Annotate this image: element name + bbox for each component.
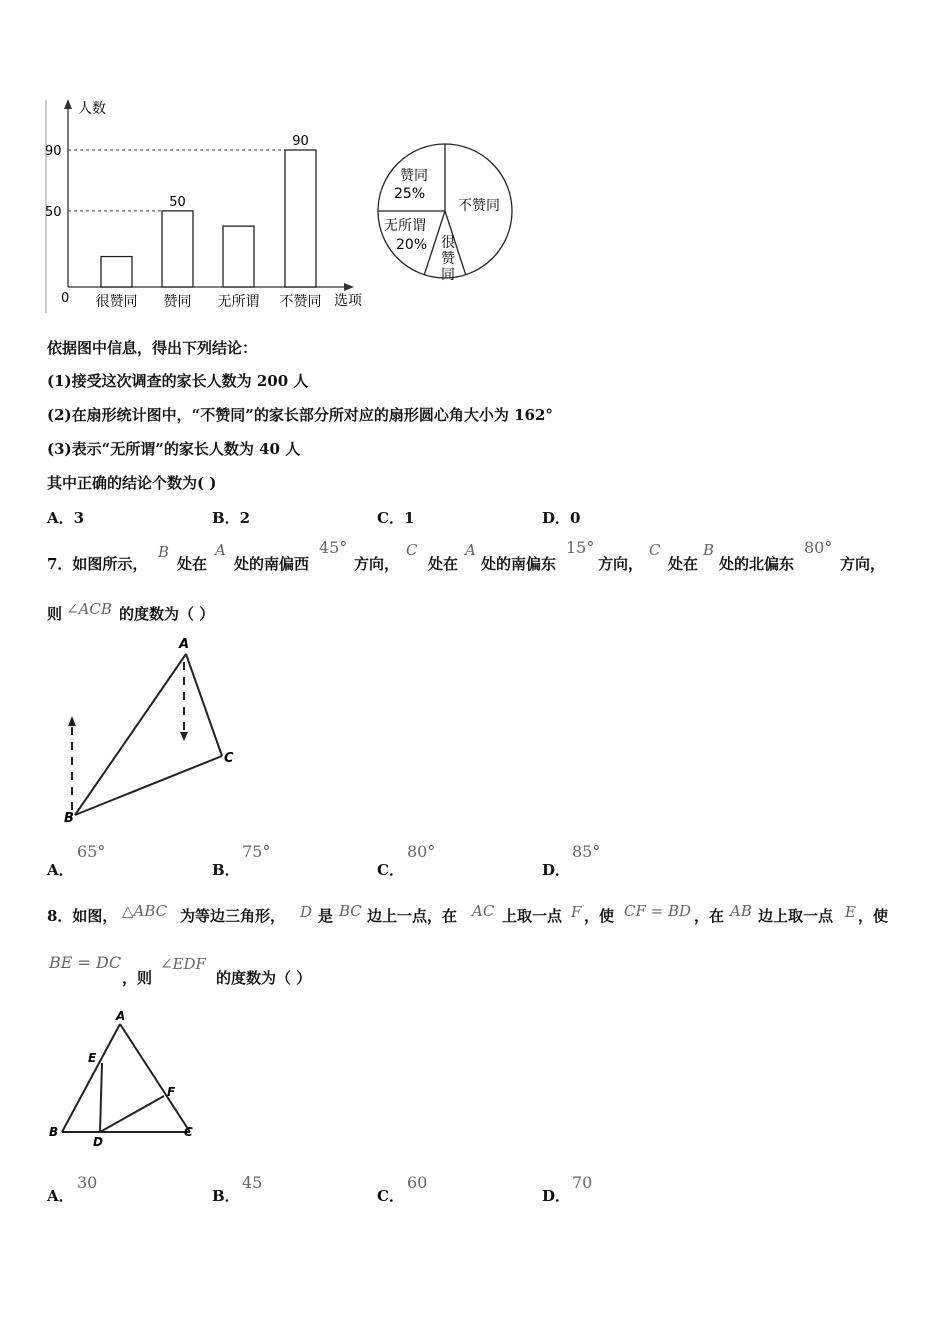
q7-angle-acb: ∠ACB [66,600,112,618]
q7-option-d-value: 85° [572,842,601,861]
q8-segment-de [100,1063,102,1132]
q8-option-a-value: 30 [77,1173,98,1192]
q8-option-d-value: 70 [572,1173,593,1192]
q8-text-10: 的度数为（ ） [216,969,312,987]
category-label-1: 很赞同 [95,294,138,310]
data-label-4: 90 [292,134,309,149]
q8-label-a: A [116,1009,126,1023]
q8-label-b: B [49,1125,59,1139]
bar-layer [45,134,322,310]
q7-text-3: 方向， [354,555,400,573]
q7-side-ac [186,654,222,756]
q8-option-b-label[interactable]: B． [212,1187,240,1205]
q8-text-4: 上取一点 [502,907,563,925]
q8-eq-cf-bd: CF = BD [624,902,692,920]
q8-option-a-label[interactable]: A． [47,1187,74,1205]
q8-text-3: 边上一点，在 [367,907,458,925]
q8-point-f: F [571,903,582,921]
q8-text-1: 为等边三角形， [180,907,286,925]
q6-statement-2: (2)在扇形统计图中，“不赞同”的家长部分所对应的扇形圆心角大小为 162° [47,406,553,424]
pie-label-zantong: 赞同 [400,168,428,184]
q7-angle-80: 80° [804,538,833,557]
q6-statement-3: (3)表示“无所谓”的家长人数为 40 人 [47,440,301,458]
q8-option-c-value: 60 [407,1173,428,1192]
q8-segment-bc: BC [339,902,362,920]
x-axis-arrow [344,283,354,291]
q8-text-8: ，使 [858,907,889,925]
q7-side-bc [75,756,222,815]
q8-text-5: ，使 [584,907,615,925]
q7-text-1: 处在 [177,555,208,573]
data-label-2: 50 [169,194,186,210]
q7-label-b: B [64,811,74,826]
q8-point-e: E [845,903,856,921]
q7-label-a: A [179,637,190,652]
q7-option-c-value: 80° [407,842,436,861]
x-axis-label: 选项 [334,293,362,309]
q7-point-c: C [406,541,418,559]
q7-option-b-label[interactable]: B． [212,861,240,879]
q7-side-ab [75,654,186,815]
q8-text-6: ，在 [694,907,725,925]
q8-angle-edf: ∠EDF [160,955,206,973]
q6-intro: 依据图中信息，得出下列结论： [47,339,258,357]
q8-segment-ab: AB [730,902,752,920]
q6-question: 其中正确的结论个数为( ) [47,474,217,492]
q7-point-b-2: B [703,541,715,559]
pie-vertical-char-1: 很 [441,235,455,251]
q8-option-c-label[interactable]: C． [377,1187,404,1205]
q8-number: 8．如图， [47,907,118,925]
q8-label-e: E [88,1051,97,1065]
q7-option-a-value: 65° [77,842,106,861]
ytick-label-90: 90 [45,144,62,159]
q7-text-5: 处的南偏东 [481,555,557,573]
q7-text-9: 方向， [840,555,886,573]
q8-figure [40,1008,210,1153]
q7-option-b-value: 75° [242,842,271,861]
q7-line2-a: 则 [47,605,63,623]
q7-line2-b: 的度数为（ ） [119,605,215,623]
category-label-3: 无所谓 [217,294,260,310]
q7-text-2: 处的南偏西 [234,555,310,573]
q6-option-b[interactable]: B．2 [212,509,251,527]
bar-1 [101,257,132,287]
category-label-2: 赞同 [163,294,192,310]
q7-label-c: C [224,751,234,766]
q7-text-8: 处的北偏东 [719,555,795,573]
q8-option-b-value: 45 [242,1173,263,1192]
y-axis-label: 人数 [78,101,106,117]
pie-pct-wusuowei: 20% [396,237,428,253]
pie-chart [372,140,517,288]
pie-label-buzantong: 不赞同 [458,198,500,214]
q6-statement-1: (1)接受这次调查的家长人数为 200 人 [47,372,309,390]
q8-segment-ac: AC [472,902,495,920]
q8-option-d-label[interactable]: D． [542,1187,571,1205]
q8-text-9: ，则 [122,969,153,987]
q7-text-7: 处在 [668,555,699,573]
q6-option-a[interactable]: A．3 [47,509,85,527]
q6-option-d[interactable]: D．0 [542,509,581,527]
pie-vertical-char-2: 赞 [441,251,455,267]
pie-label-henzantong [441,235,456,283]
q8-label-c: C [184,1125,193,1139]
pie-pct-zantong: 25% [394,186,426,202]
q8-text-7: 边上取一点 [758,907,834,925]
q7-text-6: 方向， [598,555,644,573]
q7-angle-15: 15° [566,538,595,557]
y-axis-arrow [64,99,72,109]
q7-point-b: B [158,543,170,561]
q8-label-d: D [93,1135,103,1149]
q8-side-ab [62,1024,120,1132]
bar-4 [285,150,316,287]
q7-point-a: A [215,541,226,559]
q8-label-f: F [167,1085,176,1099]
q7-text-4: 处在 [428,555,459,573]
q7-figure [58,632,248,827]
q7-north-arrow-b [68,716,76,726]
bar-2 [162,211,193,287]
q8-text-2: 是 [318,907,334,925]
q7-option-c-label[interactable]: C． [377,861,404,879]
q7-angle-45: 45° [319,538,348,557]
bar-3 [223,226,254,287]
q7-point-a-2: A [465,541,476,559]
q7-option-a-label[interactable]: A． [47,861,74,879]
q8-eq-be-dc: BE = DC [49,953,122,972]
origin-label: 0 [61,291,70,306]
q6-option-c[interactable]: C．1 [377,509,415,527]
q7-north-arrow-a [180,732,188,741]
ytick-label-50: 50 [45,204,62,220]
q7-option-d-label[interactable]: D． [542,861,571,879]
category-label-4: 不赞同 [279,294,322,310]
q8-triangle-abc: △ABC [122,902,168,920]
q8-segment-df [100,1096,164,1132]
q8-point-d: D [300,903,313,921]
pie-label-wusuowei: 无所谓 [384,218,426,234]
q7-number: 7．如图所示， [47,555,148,573]
pie-vertical-char-3: 同 [441,267,455,283]
bar-chart [40,95,380,320]
q7-point-c-2: C [649,541,661,559]
